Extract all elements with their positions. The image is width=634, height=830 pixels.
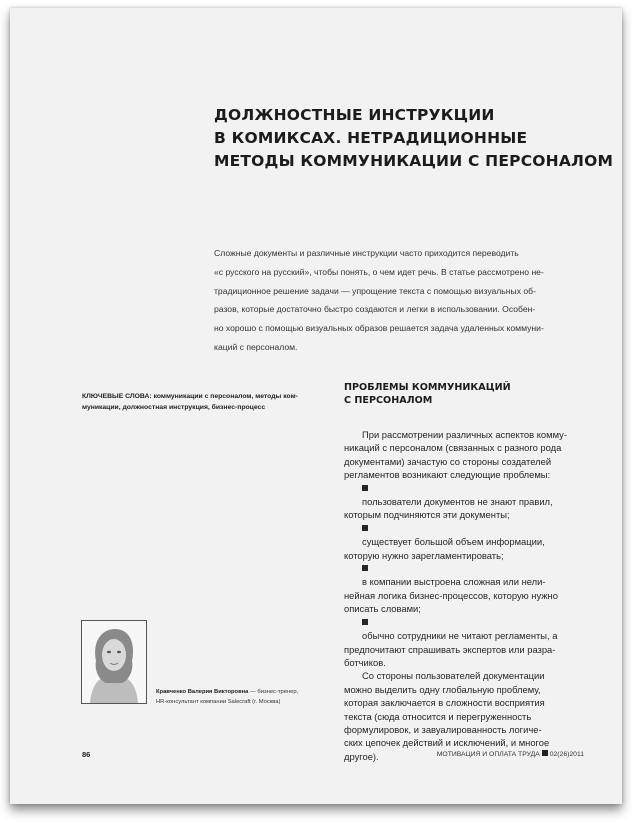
article-body xyxy=(344,428,606,763)
body-line: которым подчиняются эти документы; xyxy=(344,509,510,521)
body-line: ботчиков. xyxy=(344,656,386,668)
section-title xyxy=(344,381,604,407)
list-item-text: в компании выстроена сложная или нели- xyxy=(362,576,546,588)
keywords-text: коммуникации с персоналом, методы ком- xyxy=(153,393,298,400)
journal-name: МОТИВАЦИЯ И ОПЛАТА ТРУДА xyxy=(436,751,540,758)
title-line: МЕТОДЫ КОММУНИКАЦИИ С ПЕРСОНАЛОМ xyxy=(214,152,614,170)
body-line: никаций с персоналом (связанных с разного рода xyxy=(344,442,562,454)
body-line: текста (сюда относится и перегруженность xyxy=(344,710,532,722)
bullet-square-icon xyxy=(362,485,368,491)
body-line: можно выделить одну глобальную проблему, xyxy=(344,683,541,695)
title-line: ДОЛЖНОСТНЫЕ ИНСТРУКЦИИ xyxy=(214,106,495,124)
keywords-text: муникации, должностная инструкция, бизнес-процесс xyxy=(82,404,266,411)
keywords-block xyxy=(82,391,342,413)
page-number: 86 xyxy=(82,750,91,759)
author-company: HR-консультант компании Salecraft (г. Москва) xyxy=(156,699,281,705)
keywords-line xyxy=(82,391,342,402)
body-line: которую нужно зарегламентировать; xyxy=(344,549,504,561)
body-line: регламентов возникают следующие проблемы: xyxy=(344,469,551,481)
journal-issue: 02(26)2011 xyxy=(549,751,584,758)
author-line xyxy=(156,687,346,697)
body-line: которая заключается в сложности восприятия xyxy=(344,697,545,709)
body-line: документами) зачастую со стороны создателей xyxy=(344,455,552,467)
section-title-line: ПРОБЛЕМЫ КОММУНИКАЦИЙ xyxy=(344,382,511,393)
list-item-text: обычно сотрудники не читают регламенты, а xyxy=(362,630,558,642)
article-title xyxy=(214,104,614,173)
list-item xyxy=(344,522,606,549)
abstract-line: каций с персоналом. xyxy=(214,341,298,352)
abstract-line: традиционное решение задачи — упрощение текста с помощью визуальных об- xyxy=(214,285,536,296)
magazine-page xyxy=(10,8,622,804)
journal-footer xyxy=(437,750,584,758)
body-line: нейная логика бизнес-процессов, которую нужно xyxy=(344,589,558,601)
article-abstract xyxy=(214,244,594,357)
body-line: формулировок, и завуалированность логиче- xyxy=(344,723,542,735)
body-line: другое). xyxy=(344,750,379,762)
body-line: описать словами; xyxy=(344,603,421,615)
abstract-line: разов, которые достаточно быстро создаются и легки в использовании. Особен- xyxy=(214,304,536,315)
section-title-line: С ПЕРСОНАЛОМ xyxy=(344,395,433,406)
bullet-square-icon xyxy=(362,565,368,571)
bullet-square-icon xyxy=(362,619,368,625)
keywords-label: КЛЮЧЕВЫЕ СЛОВА: xyxy=(82,393,152,400)
list-item xyxy=(344,562,606,589)
author-role: — бизнес-тренер, xyxy=(248,689,299,695)
square-separator-icon xyxy=(542,750,548,756)
abstract-line: но хорошо с помощью визуальных образов решается задача удаленных коммуни- xyxy=(214,323,544,334)
author-photo xyxy=(81,620,147,704)
title-line: В КОМИКСАХ. НЕТРАДИЦИОННЫЕ xyxy=(214,129,528,147)
abstract-line: «с русского на русский», чтобы понять, о чем идет речь. В статье рассмотрено не- xyxy=(214,266,544,277)
list-item xyxy=(344,482,606,509)
body-line: ских цепочек действий и исключений, и многое xyxy=(344,737,550,749)
list-item-text: существует большой объем информации, xyxy=(362,536,545,548)
author-portrait-icon xyxy=(82,621,146,703)
list-item-text: пользователи документов не знают правил, xyxy=(362,496,553,508)
body-line: При рассмотрении различных аспектов комму- xyxy=(362,429,567,440)
list-item xyxy=(344,616,606,643)
body-line: предпочитают спрашивать экспертов или разра- xyxy=(344,643,556,655)
author-info xyxy=(156,687,346,707)
author-name: Кравченко Валерия Викторовна xyxy=(156,689,249,695)
abstract-line: Сложные документы и различные инструкции часто приходится переводить xyxy=(214,248,519,258)
bullet-square-icon xyxy=(362,525,368,531)
body-line: Со стороны пользователей документации xyxy=(362,670,545,682)
